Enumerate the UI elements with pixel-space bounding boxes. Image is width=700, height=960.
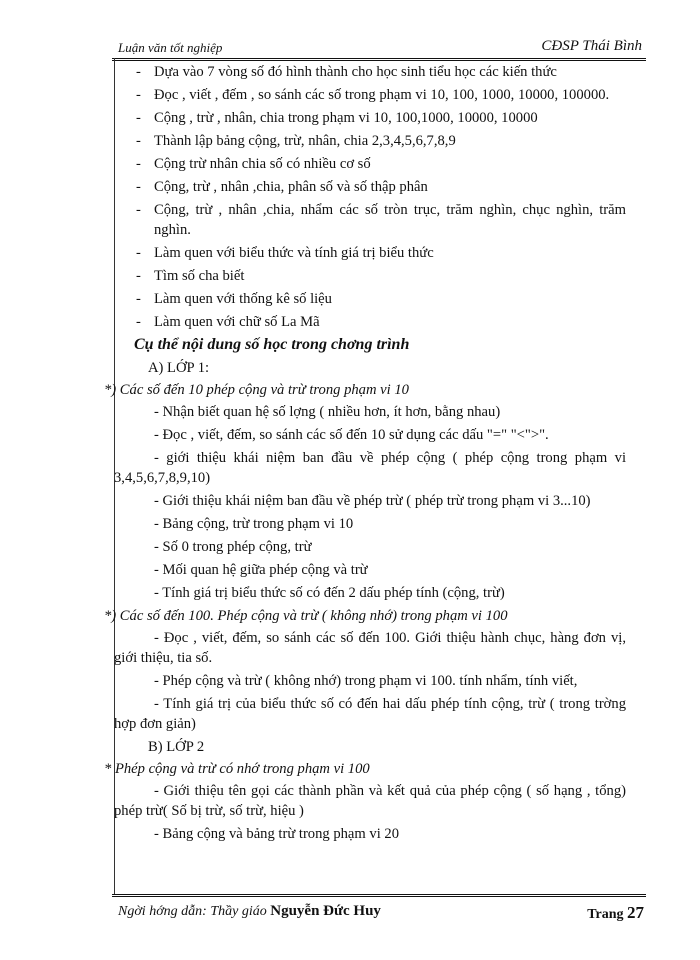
list-item: - giới thiệu khái niệm ban đầu về phép cộng ( phép cộng trong phạm vi 3,4,5,6,7,8,9,10) [114, 450, 626, 486]
footer-advisor-name: Nguyễn Đức Huy [270, 903, 381, 919]
bullet-dash: - [136, 133, 141, 149]
bullet-item [114, 85, 626, 105]
header-right-title: CĐSP Thái Bình [541, 38, 642, 54]
bullet-text: Tìm số cha biết [154, 268, 245, 284]
bullet-dash: - [136, 179, 141, 195]
bullet-item [114, 243, 626, 263]
grade1-topic1: *) Các số đến 10 phép cộng và trừ trong phạm vi 10 [104, 382, 409, 398]
list-item: - Nhận biết quan hệ số lợng ( nhiều hơn, ít hơn, bằng nhau) [154, 404, 501, 420]
list-item: - Bảng cộng, trừ trong phạm vi 10 [154, 516, 354, 532]
list-item: - Mối quan hệ giữa phép cộng và trừ [154, 562, 368, 578]
bullet-list [114, 62, 626, 332]
grade2-title: B) LỚP 2 [148, 739, 205, 755]
bullet-text: Thành lập bảng cộng, trừ, nhân, chia 2,3,4,5,6,7,8,9 [154, 133, 456, 149]
list-item: - Tính giá trị biểu thức số có đến 2 dấu phép tính (cộng, trừ) [154, 585, 505, 601]
list-item: - Tính giá trị của biểu thức số có đến hai dấu phép tính cộng, trừ ( trong trờng hợp đơn giản) [114, 696, 626, 732]
bullet-text: Cộng, trừ , nhân ,chia, phân số và số thập phân [154, 179, 428, 195]
body-text [104, 62, 626, 847]
bullet-item [114, 154, 626, 174]
grade1-items1 [114, 402, 626, 603]
page-label: Trang [587, 907, 627, 922]
bullet-item [114, 312, 626, 332]
grade2-items1 [114, 781, 626, 844]
footer-role: Ngời hớng dẫn: Thầy giáo [118, 904, 271, 919]
list-item: - Phép cộng và trừ ( không nhớ) trong phạm vi 100. tính nhẩm, tính viết, [154, 673, 578, 689]
bullet-text: Làm quen với chữ số La Mã [154, 314, 320, 330]
footer-advisor [118, 903, 381, 920]
grade1-title: A) LỚP 1: [148, 360, 210, 376]
bullet-text: Làm quen với thống kê số liệu [154, 291, 332, 307]
bullet-dash: - [136, 156, 141, 172]
list-item: - Đọc , viết, đếm, so sánh các số đến 100. Giới thiệu hành chục, hàng đơn vị, giới thiệu, tia số. [114, 630, 626, 666]
bullet-text: Cộng, trừ , nhân ,chia, nhẩm các số tròn trục, trăm nghìn, chục nghìn, trăm nghìn. [154, 202, 626, 238]
section-heading: Cụ thể nội dung số học trong chơng trình [134, 336, 410, 353]
footer-rule [112, 894, 646, 899]
bullet-dash: - [136, 202, 141, 218]
bullet-item [114, 200, 626, 240]
bullet-item [114, 289, 626, 309]
list-item: - Giới thiệu khái niệm ban đầu về phép trừ ( phép trừ trong phạm vi 3...10) [154, 493, 591, 509]
bullet-item [114, 266, 626, 286]
bullet-text: Dựa vào 7 vòng số đó hình thành cho học sinh tiểu học các kiến thức [154, 64, 557, 80]
bullet-item [114, 131, 626, 151]
list-item: - Số 0 trong phép cộng, trừ [154, 539, 312, 555]
list-item: - Giới thiệu tên gọi các thành phần và kết quả của phép cộng ( số hạng , tổng) phép trừ( Số bị trừ, số trừ, hiệu ) [114, 783, 626, 819]
bullet-dash: - [136, 64, 141, 80]
bullet-item [114, 62, 626, 82]
bullet-text: Cộng trừ nhân chia số có nhiều cơ số [154, 156, 371, 172]
bullet-dash: - [136, 291, 141, 307]
bullet-dash: - [136, 314, 141, 330]
page-number: 27 [627, 903, 644, 922]
bullet-text: Đọc , viết , đếm , so sánh các số trong phạm vi 10, 100, 1000, 10000, 100000. [154, 87, 610, 103]
bullet-item [114, 177, 626, 197]
bullet-item [114, 108, 626, 128]
header-left-title: Luận văn tốt nghiệp [118, 40, 223, 55]
bullet-dash: - [136, 87, 141, 103]
footer-page [587, 903, 644, 923]
list-item: - Bảng cộng và bảng trừ trong phạm vi 20 [154, 826, 400, 842]
list-item: - Đọc , viết, đếm, so sánh các số đến 10 sử dụng các dấu "=" "<">". [154, 427, 549, 443]
bullet-dash: - [136, 268, 141, 284]
bullet-dash: - [136, 110, 141, 126]
grade2-topic1: * Phép cộng và trừ có nhớ trong phạm vi 100 [104, 761, 370, 777]
bullet-text: Làm quen với biểu thức và tính giá trị biểu thức [154, 245, 434, 261]
bullet-dash: - [136, 245, 141, 261]
grade1-items2 [114, 628, 626, 734]
bullet-text: Cộng , trừ , nhân, chia trong phạm vi 10, 100,1000, 10000, 10000 [154, 110, 538, 126]
grade1-topic2: *) Các số đến 100. Phép cộng và trừ ( không nhớ) trong phạm vi 100 [104, 608, 508, 624]
